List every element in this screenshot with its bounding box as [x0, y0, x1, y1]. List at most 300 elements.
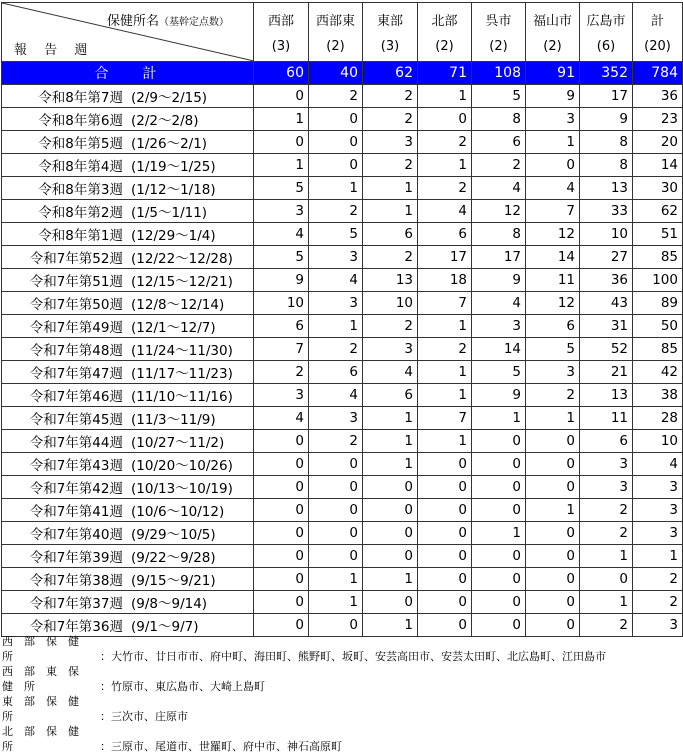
week-range: (2/2～2/8)	[131, 113, 199, 129]
table-cell: 0	[309, 522, 363, 545]
table-cell: 5	[254, 177, 309, 200]
table-cell: 11	[526, 269, 580, 292]
table-cell: 2	[309, 338, 363, 361]
week-label: 令和7年第37週	[29, 596, 123, 612]
week-label: 令和8年第2週	[38, 205, 123, 221]
table-row	[2, 85, 683, 108]
table-cell: 2	[363, 85, 418, 108]
table-cell: 3	[363, 131, 418, 154]
table-cell: 50	[633, 315, 683, 338]
table-cell: 10	[254, 292, 309, 315]
column-name: 西部	[267, 14, 294, 29]
legend-text: ：三次市、庄原市	[100, 710, 188, 723]
week-label: 令和8年第6週	[38, 113, 123, 129]
table-cell: 2	[472, 154, 526, 177]
week-cell	[2, 361, 254, 384]
table-cell: 0	[526, 154, 580, 177]
table-cell: 0	[254, 522, 309, 545]
table-cell: 33	[580, 200, 633, 223]
table-cell: 1	[254, 154, 309, 177]
table-cell: 0	[526, 614, 580, 637]
week-range: (9/15～9/21)	[131, 573, 216, 589]
table-row	[2, 407, 683, 430]
table-cell: 0	[309, 154, 363, 177]
legend-line	[2, 634, 606, 664]
week-range: (1/26～2/1)	[131, 136, 208, 152]
week-label: 令和8年第1週	[38, 228, 123, 244]
table-cell: 1	[418, 384, 472, 407]
week-label: 令和7年第40週	[29, 527, 123, 543]
table-row	[2, 315, 683, 338]
total-value: 62	[363, 62, 418, 85]
week-range: (11/3～11/9)	[131, 412, 216, 428]
table-cell: 0	[526, 522, 580, 545]
table-cell: 4	[309, 269, 363, 292]
week-range: (2/9～2/15)	[131, 90, 208, 106]
table-cell: 10	[633, 430, 683, 453]
table-cell: 4	[633, 453, 683, 476]
table-cell: 1	[363, 614, 418, 637]
table-cell: 3	[633, 476, 683, 499]
table-cell: 27	[580, 246, 633, 269]
week-range: (11/24～11/30)	[131, 343, 233, 359]
table-cell: 0	[254, 568, 309, 591]
week-label: 令和8年第3週	[38, 182, 123, 198]
table-cell: 8	[580, 154, 633, 177]
table-cell: 3	[580, 476, 633, 499]
table-cell: 1	[526, 499, 580, 522]
legend	[2, 634, 606, 754]
week-cell	[2, 384, 254, 407]
week-range: (9/8～9/14)	[131, 596, 208, 612]
table-cell: 1	[418, 85, 472, 108]
week-range: (10/6～10/12)	[131, 504, 225, 520]
table-cell: 0	[309, 108, 363, 131]
column-name: 東部	[376, 14, 403, 29]
legend-line	[2, 724, 606, 754]
week-label: 令和8年第7週	[38, 90, 123, 106]
table-cell: 0	[309, 131, 363, 154]
header-corner-cell	[2, 3, 254, 62]
week-cell	[2, 453, 254, 476]
table-cell: 0	[472, 430, 526, 453]
table-cell: 10	[363, 292, 418, 315]
table-cell: 3	[309, 246, 363, 269]
table-cell: 1	[418, 154, 472, 177]
table-cell: 0	[254, 591, 309, 614]
table-cell: 3	[633, 614, 683, 637]
table-cell: 14	[472, 338, 526, 361]
table-cell: 10	[580, 223, 633, 246]
table-cell: 42	[633, 361, 683, 384]
table-cell: 2	[580, 522, 633, 545]
week-cell	[2, 85, 254, 108]
week-label: 令和7年第42週	[29, 481, 123, 497]
table-cell: 0	[418, 453, 472, 476]
table-cell: 4	[472, 177, 526, 200]
table-cell: 2	[633, 591, 683, 614]
table-cell: 3	[580, 453, 633, 476]
week-range: (12/22～12/28)	[131, 251, 233, 267]
table-cell: 0	[472, 591, 526, 614]
table-row	[2, 545, 683, 568]
week-cell	[2, 292, 254, 315]
table-cell: 0	[418, 499, 472, 522]
table-cell: 0	[526, 591, 580, 614]
table-cell: 6	[418, 223, 472, 246]
table-cell: 1	[363, 200, 418, 223]
table-cell: 1	[472, 522, 526, 545]
week-cell	[2, 476, 254, 499]
table-cell: 3	[633, 522, 683, 545]
table-cell: 3	[633, 499, 683, 522]
table-cell: 0	[254, 453, 309, 476]
surveillance-table	[1, 2, 683, 637]
table-cell: 0	[309, 476, 363, 499]
table-cell: 9	[580, 108, 633, 131]
table-row	[2, 499, 683, 522]
table-cell: 1	[309, 315, 363, 338]
table-cell: 13	[363, 269, 418, 292]
table-cell: 1	[309, 568, 363, 591]
week-cell	[2, 108, 254, 131]
table-cell: 9	[254, 269, 309, 292]
table-cell: 0	[254, 131, 309, 154]
table-cell: 0	[526, 453, 580, 476]
table-cell: 1	[363, 177, 418, 200]
week-range: (1/19～1/25)	[131, 159, 216, 175]
week-range: (1/12～1/18)	[131, 182, 216, 198]
table-cell: 3	[363, 338, 418, 361]
legend-line	[2, 694, 606, 724]
table-cell: 0	[363, 522, 418, 545]
column-count: (6)	[596, 39, 616, 54]
table-cell: 89	[633, 292, 683, 315]
table-cell: 12	[472, 200, 526, 223]
table-cell: 4	[254, 407, 309, 430]
table-cell: 0	[418, 108, 472, 131]
table-cell: 5	[526, 338, 580, 361]
legend-text: ：三原市、尾道市、世羅町、府中市、神石高原町	[100, 740, 342, 753]
table-cell: 0	[363, 476, 418, 499]
column-header	[526, 3, 580, 62]
column-name: 北部	[431, 14, 458, 29]
table-cell: 1	[254, 108, 309, 131]
table-cell: 1	[418, 430, 472, 453]
table-cell: 0	[418, 568, 472, 591]
table-cell: 31	[580, 315, 633, 338]
table-cell: 7	[254, 338, 309, 361]
week-label: 令和7年第36週	[29, 619, 123, 635]
table-row	[2, 568, 683, 591]
table-cell: 3	[254, 200, 309, 223]
table-cell: 0	[254, 85, 309, 108]
table-cell: 1	[633, 545, 683, 568]
table-row	[2, 430, 683, 453]
table-cell: 6	[363, 384, 418, 407]
table-row	[2, 131, 683, 154]
table-row	[2, 522, 683, 545]
table-cell: 1	[309, 177, 363, 200]
table-cell: 28	[633, 407, 683, 430]
table-cell: 1	[363, 568, 418, 591]
table-cell: 8	[472, 108, 526, 131]
table-cell: 6	[526, 315, 580, 338]
table-cell: 52	[580, 338, 633, 361]
header-row	[2, 3, 683, 62]
table-cell: 0	[309, 545, 363, 568]
week-cell	[2, 545, 254, 568]
column-count: (20)	[644, 39, 671, 54]
table-cell: 1	[580, 591, 633, 614]
table-cell: 0	[418, 522, 472, 545]
week-cell	[2, 591, 254, 614]
table-cell: 9	[526, 85, 580, 108]
total-label: 合 計	[2, 62, 254, 85]
column-count: (2)	[489, 39, 508, 54]
week-cell	[2, 223, 254, 246]
table-cell: 17	[472, 246, 526, 269]
table-cell: 30	[633, 177, 683, 200]
week-label: 令和7年第44週	[29, 435, 123, 451]
week-cell	[2, 177, 254, 200]
table-cell: 4	[526, 177, 580, 200]
table-cell: 6	[472, 131, 526, 154]
week-range: (12/8～12/14)	[131, 297, 225, 313]
week-cell	[2, 131, 254, 154]
table-cell: 4	[254, 223, 309, 246]
table-cell: 13	[580, 177, 633, 200]
week-cell	[2, 246, 254, 269]
week-label: 令和7年第38週	[29, 573, 123, 589]
table-cell: 0	[418, 545, 472, 568]
table-cell: 2	[363, 246, 418, 269]
table-cell: 0	[418, 591, 472, 614]
table-cell: 85	[633, 246, 683, 269]
week-range: (11/17～11/23)	[131, 366, 233, 382]
column-name: 呉市	[485, 14, 512, 29]
table-cell: 12	[526, 223, 580, 246]
week-range: (9/22～9/28)	[131, 550, 216, 566]
table-cell: 20	[633, 131, 683, 154]
total-value: 108	[472, 62, 526, 85]
table-cell: 0	[309, 614, 363, 637]
week-range: (1/5～1/11)	[131, 205, 208, 221]
table-row	[2, 384, 683, 407]
header-subtitle: 報 告 週	[14, 43, 88, 58]
total-value: 784	[633, 62, 683, 85]
total-value: 352	[580, 62, 633, 85]
week-cell	[2, 522, 254, 545]
table-row	[2, 591, 683, 614]
week-label: 令和7年第45週	[29, 412, 123, 428]
table-row	[2, 177, 683, 200]
table-cell: 6	[309, 361, 363, 384]
column-count: (3)	[271, 39, 291, 54]
column-count: (2)	[543, 39, 562, 54]
table-row	[2, 108, 683, 131]
table-cell: 14	[526, 246, 580, 269]
table-cell: 1	[472, 407, 526, 430]
week-label: 令和8年第4週	[38, 159, 123, 175]
week-cell	[2, 407, 254, 430]
table-cell: 6	[254, 315, 309, 338]
week-range: (11/10～11/16)	[131, 389, 233, 405]
header-title: 保健所名（基幹定点数）	[107, 14, 230, 29]
table-cell: 3	[526, 108, 580, 131]
table-cell: 1	[580, 545, 633, 568]
table-cell: 0	[472, 568, 526, 591]
week-cell	[2, 499, 254, 522]
column-name: 西部東	[315, 14, 355, 29]
total-value: 60	[254, 62, 309, 85]
week-cell	[2, 200, 254, 223]
total-value: 71	[418, 62, 472, 85]
table-cell: 0	[472, 614, 526, 637]
table-cell: 0	[309, 453, 363, 476]
week-label: 令和7年第52週	[29, 251, 123, 267]
table-cell: 8	[472, 223, 526, 246]
table-cell: 13	[580, 384, 633, 407]
week-label: 令和7年第51週	[29, 274, 123, 290]
week-label: 令和8年第5週	[38, 136, 123, 152]
week-label: 令和7年第47週	[29, 366, 123, 382]
week-range: (10/27～11/2)	[131, 435, 225, 451]
table-cell: 2	[633, 568, 683, 591]
table-cell: 2	[418, 338, 472, 361]
table-cell: 0	[309, 499, 363, 522]
table-cell: 1	[363, 430, 418, 453]
table-cell: 2	[309, 430, 363, 453]
table-cell: 5	[309, 223, 363, 246]
table-cell: 0	[254, 545, 309, 568]
table-cell: 7	[418, 407, 472, 430]
table-cell: 2	[526, 384, 580, 407]
table-cell: 5	[254, 246, 309, 269]
table-cell: 0	[472, 453, 526, 476]
table-cell: 17	[580, 85, 633, 108]
table-cell: 0	[526, 476, 580, 499]
week-range: (12/15～12/21)	[131, 274, 233, 290]
table-cell: 36	[580, 269, 633, 292]
table-cell: 3	[309, 292, 363, 315]
week-label: 令和7年第48週	[29, 343, 123, 359]
table-cell: 43	[580, 292, 633, 315]
week-label: 令和7年第39週	[29, 550, 123, 566]
week-label: 令和7年第43週	[29, 458, 123, 474]
table-cell: 0	[418, 476, 472, 499]
table-row	[2, 223, 683, 246]
table-cell: 0	[254, 430, 309, 453]
table-cell: 2	[309, 85, 363, 108]
column-count: (2)	[435, 39, 454, 54]
legend-label: 西 部 東 保 健 所	[2, 665, 90, 693]
table-cell: 0	[472, 499, 526, 522]
surveillance-table-container	[1, 2, 683, 637]
column-header	[580, 3, 633, 62]
table-cell: 2	[580, 614, 633, 637]
column-name: 計	[650, 14, 664, 29]
table-cell: 23	[633, 108, 683, 131]
legend-text: ：竹原市、東広島市、大崎上島町	[100, 680, 265, 693]
table-cell: 1	[418, 361, 472, 384]
table-cell: 9	[472, 269, 526, 292]
week-label: 令和7年第41週	[29, 504, 123, 520]
table-cell: 2	[363, 108, 418, 131]
table-row	[2, 338, 683, 361]
column-header	[633, 3, 683, 62]
week-cell	[2, 430, 254, 453]
week-label: 令和7年第50週	[29, 297, 123, 313]
legend-label: 東 部 保 健 所	[2, 695, 90, 723]
column-header	[309, 3, 363, 62]
week-range: (12/29～1/4)	[131, 228, 216, 244]
week-cell	[2, 338, 254, 361]
column-header	[472, 3, 526, 62]
week-label: 令和7年第46週	[29, 389, 123, 405]
table-cell: 9	[472, 384, 526, 407]
table-cell: 5	[472, 85, 526, 108]
table-cell: 7	[418, 292, 472, 315]
table-cell: 0	[418, 614, 472, 637]
table-cell: 4	[309, 384, 363, 407]
table-cell: 2	[418, 131, 472, 154]
table-cell: 1	[526, 407, 580, 430]
table-cell: 4	[472, 292, 526, 315]
column-name: 福山市	[532, 14, 572, 29]
table-cell: 3	[472, 315, 526, 338]
table-cell: 0	[254, 476, 309, 499]
week-range: (12/1～12/7)	[131, 320, 216, 336]
week-cell	[2, 154, 254, 177]
table-cell: 11	[580, 407, 633, 430]
table-cell: 2	[254, 361, 309, 384]
table-cell: 3	[526, 361, 580, 384]
legend-line	[2, 664, 606, 694]
table-cell: 0	[472, 476, 526, 499]
table-cell: 5	[472, 361, 526, 384]
table-cell: 2	[580, 499, 633, 522]
legend-label: 北 部 保 健 所	[2, 725, 90, 753]
table-cell: 38	[633, 384, 683, 407]
table-cell: 0	[526, 430, 580, 453]
table-row	[2, 453, 683, 476]
total-value: 40	[309, 62, 363, 85]
table-cell: 6	[363, 223, 418, 246]
table-cell: 0	[580, 568, 633, 591]
table-cell: 1	[418, 315, 472, 338]
table-cell: 0	[363, 499, 418, 522]
week-cell	[2, 568, 254, 591]
table-cell: 51	[633, 223, 683, 246]
table-cell: 17	[418, 246, 472, 269]
table-row	[2, 246, 683, 269]
week-cell	[2, 269, 254, 292]
table-cell: 85	[633, 338, 683, 361]
legend-label: 西 部 保 健 所	[2, 635, 90, 663]
week-range: (9/29～10/5)	[131, 527, 216, 543]
table-cell: 2	[363, 315, 418, 338]
total-row	[2, 62, 683, 85]
table-cell: 7	[526, 200, 580, 223]
table-cell: 2	[418, 177, 472, 200]
week-label: 令和7年第49週	[29, 320, 123, 336]
table-row	[2, 154, 683, 177]
table-cell: 0	[472, 545, 526, 568]
table-row	[2, 476, 683, 499]
table-cell: 2	[363, 154, 418, 177]
table-row	[2, 361, 683, 384]
